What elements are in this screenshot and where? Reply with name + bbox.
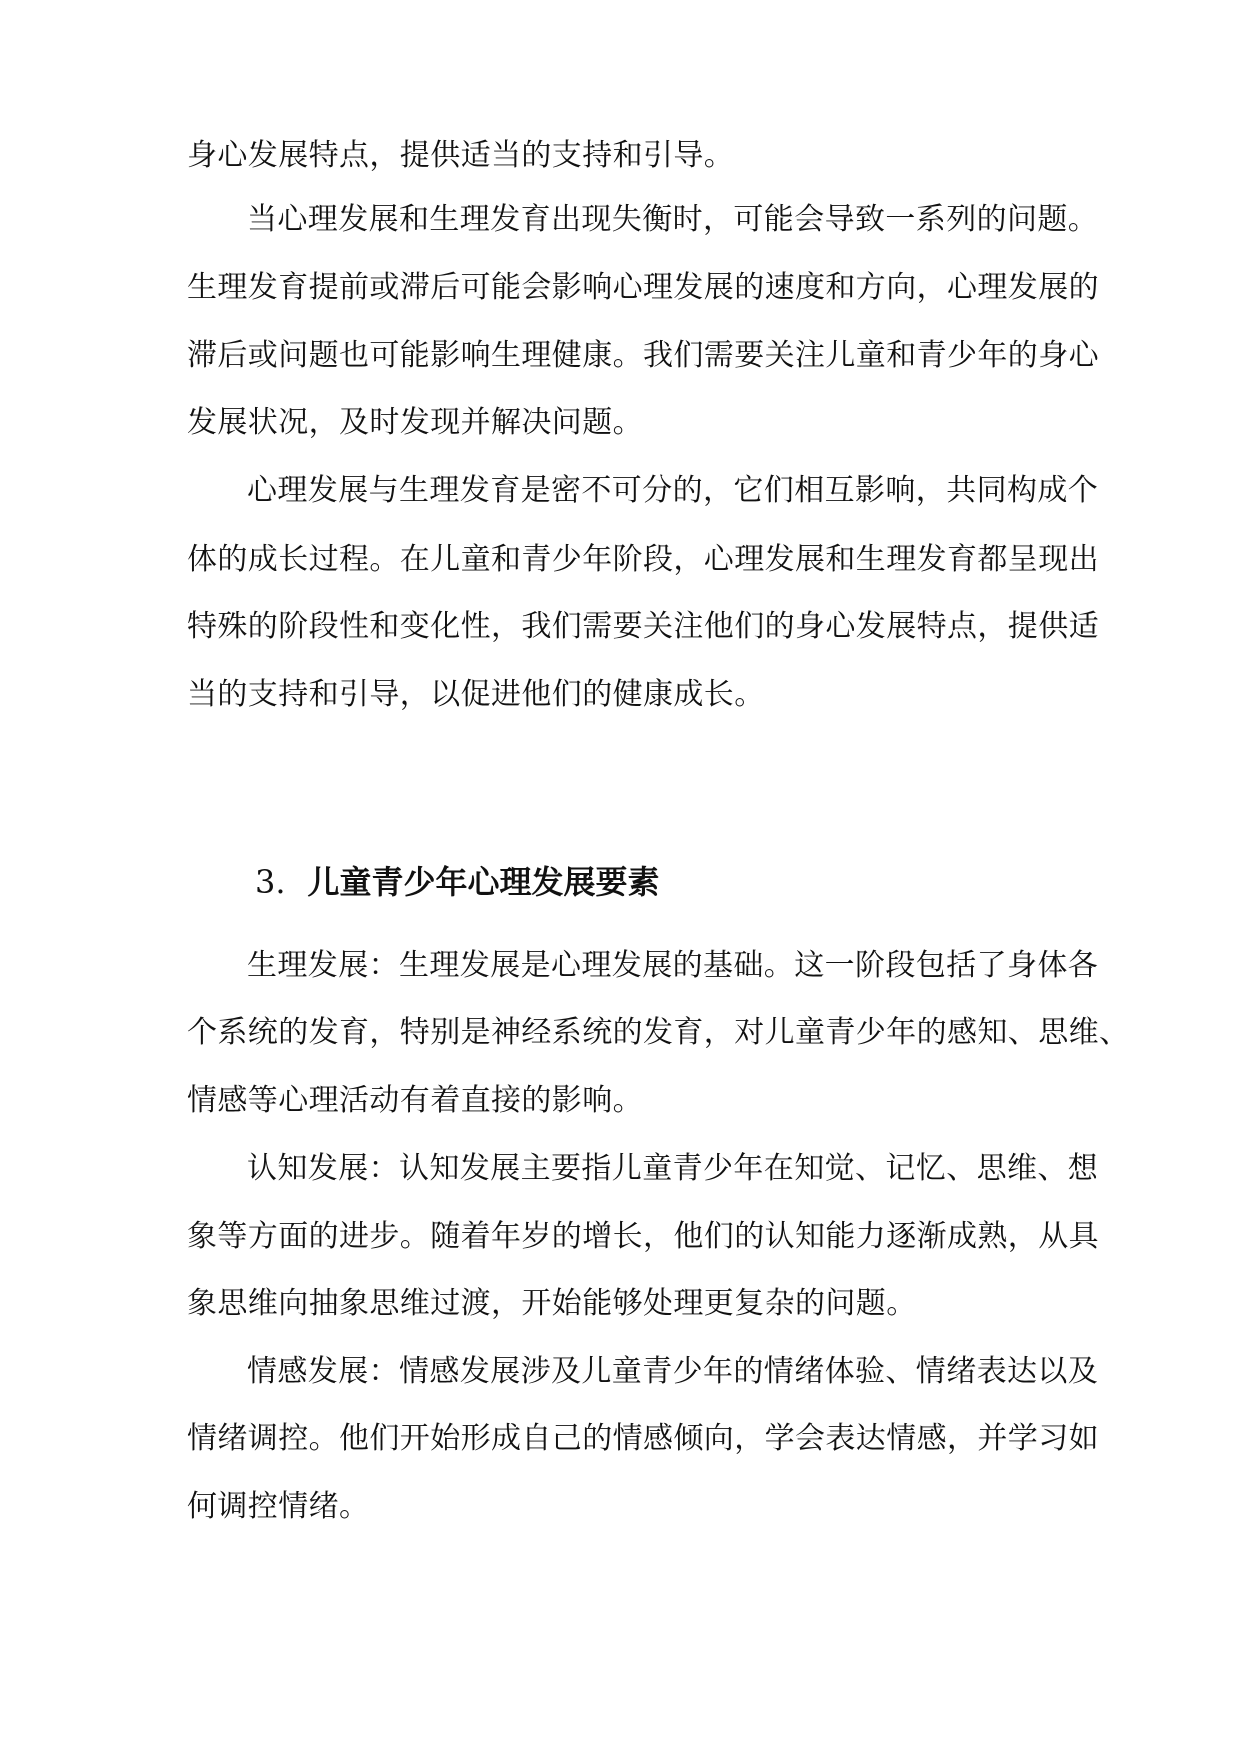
paragraph-line: 当的支持和引导，以促进他们的健康成长。 bbox=[187, 677, 765, 712]
paragraph-line: 当心理发展和生理发育出现失衡时，可能会导致一系列的问题。 bbox=[247, 202, 1099, 237]
paragraph-line: 特殊的阶段性和变化性，我们需要关注他们的身心发展特点，提供适 bbox=[187, 609, 1099, 644]
section-title: 儿童青少年心理发展要素 bbox=[307, 863, 660, 901]
paragraph-line: 认知发展：认知发展主要指儿童青少年在知觉、记忆、思维、想 bbox=[247, 1151, 1099, 1186]
paragraph-line: 情绪调控。他们开始形成自己的情感倾向，学会表达情感，并学习如 bbox=[187, 1421, 1099, 1456]
paragraph-line: 象思维向抽象思维过渡，开始能够处理更复杂的问题。 bbox=[187, 1286, 917, 1321]
paragraph-line: 个系统的发育，特别是神经系统的发育，对儿童青少年的感知、思维、 bbox=[187, 1015, 1130, 1050]
paragraph-line: 象等方面的进步。随着年岁的增长，他们的认知能力逐渐成熟，从具 bbox=[187, 1219, 1099, 1254]
paragraph-line: 身心发展特点，提供适当的支持和引导。 bbox=[187, 138, 735, 173]
section-heading bbox=[255, 860, 660, 904]
paragraph-line: 情感等心理活动有着直接的影响。 bbox=[187, 1083, 643, 1118]
paragraph-line: 滞后或问题也可能影响生理健康。我们需要关注儿童和青少年的身心 bbox=[187, 338, 1099, 373]
paragraph-line: 发展状况，及时发现并解决问题。 bbox=[187, 405, 643, 440]
paragraph-line: 生理发展：生理发展是心理发展的基础。这一阶段包括了身体各 bbox=[247, 948, 1099, 983]
paragraph-line: 生理发育提前或滞后可能会影响心理发展的速度和方向，心理发展的 bbox=[187, 270, 1099, 305]
section-number: 3. bbox=[255, 863, 286, 901]
paragraph-line: 情感发展：情感发展涉及儿童青少年的情绪体验、情绪表达以及 bbox=[247, 1354, 1099, 1389]
paragraph-line: 心理发展与生理发育是密不可分的，它们相互影响，共同构成个 bbox=[247, 473, 1099, 508]
paragraph-line: 何调控情绪。 bbox=[187, 1489, 370, 1524]
paragraph-line: 体的成长过程。在儿童和青少年阶段，心理发展和生理发育都呈现出 bbox=[187, 542, 1099, 577]
